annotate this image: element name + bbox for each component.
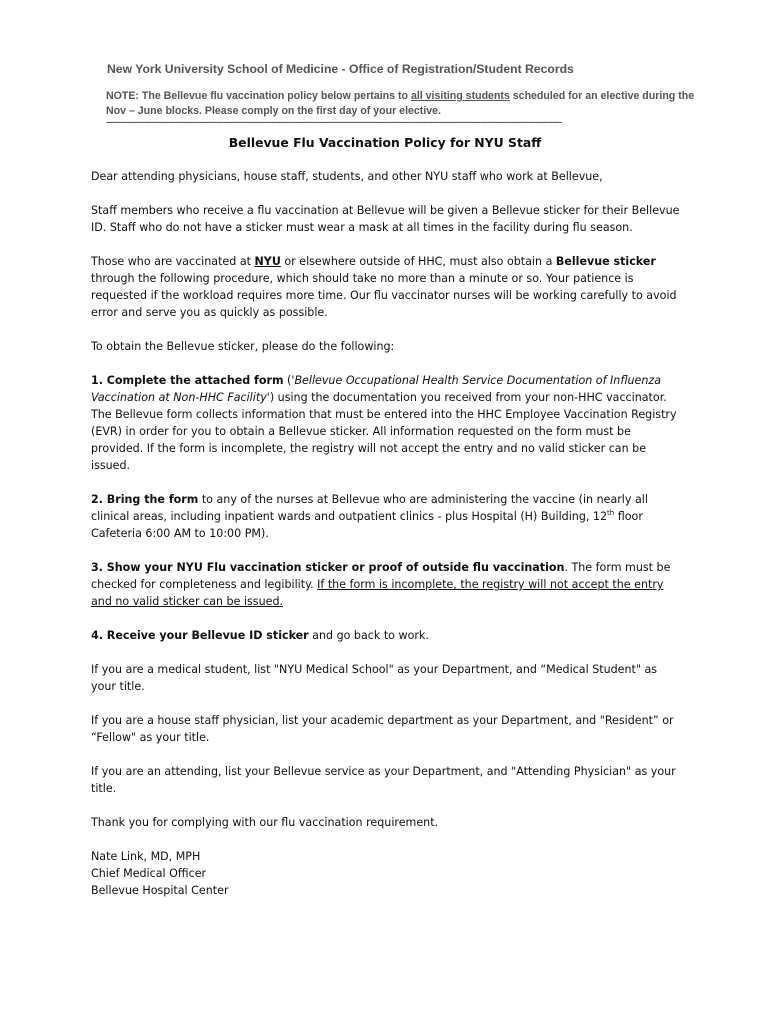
procedure-intro: To obtain the Bellevue sticker, please do the following: bbox=[91, 340, 395, 353]
thank-you-line: Thank you for complying with our flu vaccination requirement. bbox=[91, 816, 439, 829]
policy-title: Bellevue Flu Vaccination Policy for NYU Staff bbox=[228, 135, 542, 150]
step-3-heading: 3. Show your NYU Flu vaccination sticker or proof of outside flu vaccination bbox=[91, 561, 565, 574]
house-staff-instructions: If you are a house staff physician, list your academic department as your Department, and "Resident” or “Fellow" as your title. bbox=[91, 714, 674, 744]
step-1: 1. Complete the attached form ('Bellevue Occupational Health Service Documentation of Influenza Vaccination at Non-HHC Facility') using the documentation you received from your non-HHC vaccinator. The Bellevue form collects information that must be entered into the HHC Employee Vaccination Registry (EVR) in order for you to obtain a Bellevue sticker. All information requested on the form must be provided. If the form is incomplete, the registry will not accept the entry and no valid sticker can be issued. bbox=[91, 374, 677, 472]
signature-name: Nate Link, MD, MPH bbox=[91, 850, 201, 863]
nyu-emphasis: NYU bbox=[254, 255, 281, 268]
office-header: New York University School of Medicine - Office of Registration/Student Records bbox=[107, 62, 574, 76]
sticker-paragraph: Staff members who receive a flu vaccination at Bellevue will be given a Bellevue sticker for their Bellevue ID. Staff who do not have a sticker must wear a mask at all times in the facility during flu season. bbox=[91, 204, 680, 234]
step-1-heading: 1. Complete the attached form bbox=[91, 374, 284, 387]
signature-organization: Bellevue Hospital Center bbox=[91, 884, 229, 897]
step-4-heading: 4. Receive your Bellevue ID sticker bbox=[91, 629, 309, 642]
note-underlined-text: all visiting students bbox=[410, 90, 510, 102]
separator-line: ---------------------------------------------------------------------------------------------------------------------------------------------------------------------------------------------- bbox=[106, 118, 562, 126]
letter-body bbox=[91, 168, 681, 899]
signature-role: Chief Medical Officer bbox=[91, 867, 207, 880]
outside-vaccination-paragraph: Those who are vaccinated at NYU or elsewhere outside of HHC, must also obtain a Bellevue sticker through the following procedure, which should take no more than a minute or so. Your patience is requested if the workload requires more time. Our flu vaccinator nurses will be working carefully to avoid error and serve you as quickly as possible. bbox=[91, 255, 677, 319]
step-2: 2. Bring the form to any of the nurses at Bellevue who are administering the vaccine (in nearly all clinical areas, including inpatient wards and outpatient clinics - plus Hospital (H) Building, 12th floor Cafeteria 6:00 AM to 10:00 PM). bbox=[91, 493, 648, 540]
attending-instructions: If you are an attending, list your Bellevue service as your Department, and "Attending Physician" as your title. bbox=[91, 765, 676, 795]
step-4: 4. Receive your Bellevue ID sticker and go back to work. bbox=[91, 629, 429, 642]
visiting-students-note bbox=[106, 89, 706, 119]
step-2-heading: 2. Bring the form bbox=[91, 493, 199, 506]
bellevue-sticker-emphasis: Bellevue sticker bbox=[555, 255, 656, 268]
greeting: Dear attending physicians, house staff, students, and other NYU staff who work at Bellevue, bbox=[91, 170, 603, 183]
medical-student-instructions: If you are a medical student, list "NYU Medical School" as your Department, and “Medical Student" as your title. bbox=[91, 663, 658, 693]
incomplete-form-warning: If the form is incomplete, the registry will not accept the entry and no valid sticker can be issued. bbox=[91, 578, 664, 608]
note-prefix: NOTE: The Bellevue flu vaccination policy below pertains to bbox=[106, 90, 411, 102]
form-name: 'Bellevue Occupational Health Service Documentation of Influenza Vaccination at Non-HHC Facility' bbox=[91, 374, 661, 404]
step-3: 3. Show your NYU Flu vaccination sticker or proof of outside flu vaccination. The form must be checked for completeness and legibility. If the form is incomplete, the registry will not accept the entry and no valid sticker can be issued. bbox=[91, 561, 671, 608]
note-suffix: scheduled for an elective during the Nov – June blocks. Please comply on the first day of your elective. bbox=[106, 90, 695, 117]
